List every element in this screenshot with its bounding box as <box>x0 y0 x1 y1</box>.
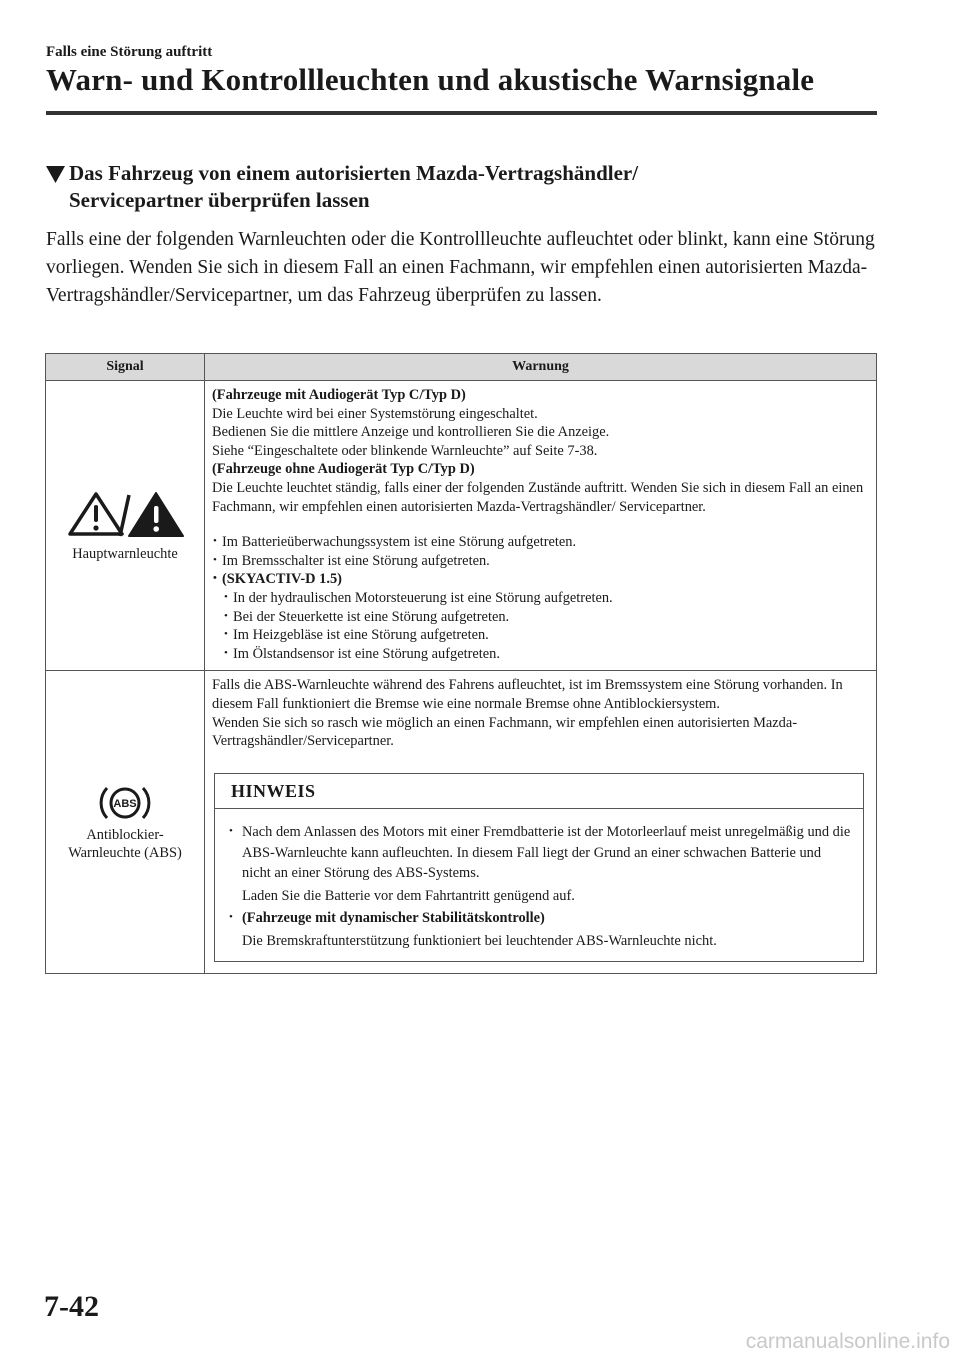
list-item: • Im Batterieüberwachungssystem ist eine Störung aufgetreten. <box>212 533 868 552</box>
warning-table <box>45 353 877 974</box>
signal-cell-abs <box>46 671 205 974</box>
note-text: Die Bremskraftunterstützung funktioniert bei leuchtender ABS-Warnleuchte nicht. <box>242 932 717 949</box>
warning-cell-abs <box>205 671 877 974</box>
page-title: Warn- und Kontrollleuchten und akustische Warnsignale <box>46 62 815 97</box>
note-item <box>225 908 853 951</box>
triangle-down-icon <box>46 166 65 183</box>
title-divider <box>46 111 877 115</box>
list-item-skyactiv: • (SKYACTIV-D 1.5) <box>212 570 868 589</box>
list-item: • Im Bremsschalter ist eine Störung aufgetreten. <box>212 552 868 571</box>
subsection-title-line2: Servicepartner überprüfen lassen <box>69 188 370 212</box>
note-box <box>214 773 864 963</box>
table-row <box>46 671 877 974</box>
note-text: • Nach dem Anlassen des Motors mit einer Fremdbatterie ist der Motorleerlauf meist unregelmäßig und die ABS-Warnleuchte kann aufleuchten. In diesem Fall liegt der Grund an einer schwachen Batterie und nicht an einer Störung des ABS-Systems. <box>242 824 851 882</box>
warning-cell-master-warning <box>205 381 877 671</box>
subsection-heading <box>46 160 876 214</box>
note-item-title: • (Fahrzeuge mit dynamischer Stabilitätskontrolle) <box>242 910 545 927</box>
note-item <box>225 822 853 906</box>
note-text: Laden Sie die Batterie vor dem Fahrtantritt genügend auf. <box>242 887 575 904</box>
sub-list-item: • Bei der Steuerkette ist eine Störung aufgetreten. <box>223 608 868 627</box>
table-row <box>46 381 877 671</box>
watermark: carmanualsonline.info <box>745 1330 950 1353</box>
page-number: 7-42 <box>44 1290 99 1323</box>
sub-list-item: • Im Heizgebläse ist eine Störung aufgetreten. <box>223 626 868 645</box>
group-title-without-audio: (Fahrzeuge ohne Audiogerät Typ C/Typ D) <box>212 461 475 478</box>
subsection-title-line1: Das Fahrzeug von einem autorisierten Mazda-Vertragshändler/ <box>69 161 639 185</box>
signal-label-abs-2: Warnleuchte (ABS) <box>68 845 182 862</box>
header-signal: Signal <box>46 354 205 381</box>
sub-list-item: • In der hydraulischen Motorsteuerung ist eine Störung aufgetreten. <box>223 589 868 608</box>
header-warning: Warnung <box>205 354 877 381</box>
signal-cell-master-warning <box>46 381 205 671</box>
signal-label-abs: Antiblockier- <box>86 827 164 844</box>
abs-icon-text: ABS <box>113 798 137 811</box>
text-line: Siehe “Eingeschaltete oder blinkende Warnleuchte” auf Seite 7-38. <box>212 442 598 459</box>
table-header-row <box>46 354 877 381</box>
master-warning-icon <box>46 489 204 539</box>
note-body <box>215 809 863 961</box>
signal-label-master-warning: Hauptwarnleuchte <box>72 545 178 562</box>
chapter-label: Falls eine Störung auftritt <box>46 44 213 60</box>
text-paragraph: Die Leuchte leuchtet ständig, falls einer der folgenden Zustände auftritt. Wenden Sie sich in diesem Fall an einen Fachmann, wir empfehlen einen autorisierten Mazda-Vertragshändler/ Servicepartner. <box>212 479 864 515</box>
group-title-with-audio: (Fahrzeuge mit Audiogerät Typ C/Typ D) <box>212 387 466 403</box>
text-paragraph: Falls die ABS-Warnleuchte während des Fahrens aufleuchtet, ist im Bremssystem eine Störung vorhanden. In diesem Fall funktioniert die Bremse wie eine normale Bremse ohne Antiblockiersystem. <box>212 677 843 712</box>
abs-icon <box>95 782 155 824</box>
intro-paragraph: Falls eine der folgenden Warnleuchten oder die Kontrollleuchte aufleuchtet oder blinkt, kann eine Störung vorliegen. Wenden Sie sich in diesem Fall an einen Fachmann, wir empfehlen einen autorisierten Mazda-Vertragshändler/Servicepartner, um das Fahrzeug überprüfen zu lassen. <box>46 229 875 306</box>
note-title: HINWEIS <box>215 774 863 810</box>
text-paragraph: Wenden Sie sich so rasch wie möglich an einen Fachmann, wir empfehlen einen autorisierten Mazda-Vertragshändler/Servicepartner. <box>212 714 798 750</box>
sub-list-item: • Im Ölstandsensor ist eine Störung aufgetreten. <box>223 645 868 664</box>
text-line: Bedienen Sie die mittlere Anzeige und kontrollieren Sie die Anzeige. <box>212 424 610 441</box>
text-line: Die Leuchte wird bei einer Systemstörung eingeschaltet. <box>212 405 538 422</box>
